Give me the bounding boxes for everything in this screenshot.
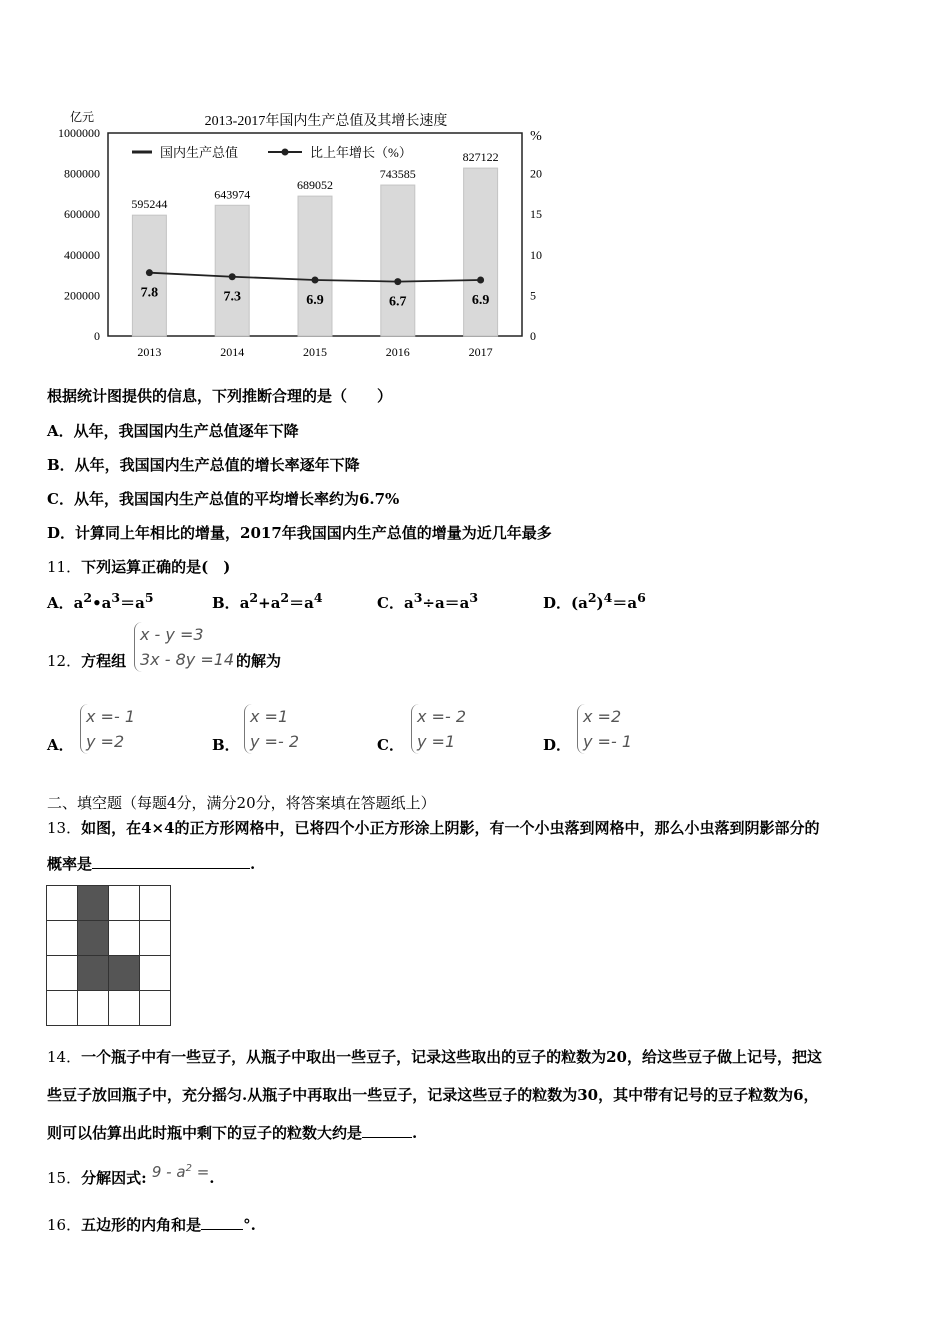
q15-line: 15．分解因式: $9 - a^2$ =. [47,1163,215,1187]
growth-value-label: 6.9 [471,292,490,308]
grid-cell [78,991,109,1026]
grid-cell-shaded [78,956,109,991]
q12-option-c-letter: C． [377,736,404,754]
q12-equation-system [134,622,234,672]
q12-option-c: x =- 2 y =1 [411,704,466,754]
y2-tick-label: 20 [530,166,542,181]
y-tick-label: 800000 [64,166,100,181]
y-tick-label: 600000 [64,207,100,222]
growth-value-label: 6.7 [389,294,407,310]
q14-line2: 些豆子放回瓶子中，充分摇匀.从瓶子中再取出一些豆子，记录这些豆子的粒数为30，其中带有记号的豆子粒数为6， [47,1086,819,1104]
q11-number: 11． [47,558,82,576]
q13-answer-blank[interactable] [92,854,250,869]
legend-growth-label: 比上年增长（%） [310,145,412,160]
growth-point [146,269,153,276]
q12-eq2: 3x - 8y =14 [140,650,235,669]
q14-line1: 14．一个瓶子中有一些豆子，从瓶子中取出一些豆子，记录这些取出的豆子的粒数为20，给这些豆子做上记号，把这 [47,1048,822,1066]
q12-option-a-letter: A． [47,736,74,754]
gdp-value-label: 743585 [379,167,416,182]
grid-cell-shaded [78,886,109,921]
q10-stem: 根据统计图提供的信息，下列推断合理的是（ ） [47,387,393,405]
section-2-heading: 二、填空题（每题4分，满分20分，将答案填在答题纸上） [47,794,436,812]
grid-cell [140,886,171,921]
growth-point [312,276,319,283]
gdp-bar-2015 [298,196,332,336]
q11-text: 下列运算正确的是( ) [81,558,231,576]
y-tick-label: 1000000 [58,126,100,140]
grid-cell-shaded [109,956,140,991]
gdp-value-label: 595244 [131,197,168,212]
grid-cell [140,991,171,1026]
q11-option-c: C．$a^3\div a=a^3$ [377,590,479,612]
q16-answer-blank[interactable] [201,1215,243,1230]
left-axis-unit: 亿元 [69,110,95,124]
x-tick-label: 2014 [220,345,245,359]
q12-number: 12． [47,652,82,670]
q10-option-b: B．从年，我国国内生产总值的增长率逐年下降 [47,456,360,474]
q11-option-b: B．$a^2+a^2=a^4$ [212,590,323,612]
growth-point [394,278,401,285]
q14-answer-blank[interactable] [362,1123,412,1138]
x-tick-label: 2015 [303,345,327,359]
x-tick-label: 2016 [385,345,410,359]
q13-line1: 13．如图，在4×4的正方形网格中，已将四个小正方形涂上阴影，有一个小虫落到网格中，那么小虫落到阴影部分的 [47,819,820,837]
growth-value-label: 6.9 [306,292,324,308]
q11-option-d: D．$(a^2)^4=a^6$ [543,590,646,612]
q14-line3: 则可以估算出此时瓶中剩下的豆子的粒数大约是 . [47,1124,418,1142]
q12-option-b: x =1 y =- 2 [244,704,299,754]
q12-suffix: 的解为 [236,652,282,670]
gdp-bar-2014 [215,205,249,336]
q12-option-d: x =2 y =- 1 [577,704,632,754]
q10-option-d: D．计算同上年相比的增量，2017年我国国内生产总值的增量为近几年最多 [47,524,552,542]
q15-expression: $9 - a^2$ = [151,1163,210,1181]
grid-cell [140,921,171,956]
q10-option-a: A．从年，我国国内生产总值逐年下降 [47,422,299,440]
q10-option-c: C．从年，我国国内生产总值的平均增长率约为6.7% [47,490,400,508]
grid-cell [109,991,140,1026]
x-tick-label: 2013 [137,345,162,359]
gdp-bar-2016 [381,185,415,336]
q12-prefix: 方程组 [81,652,127,670]
chart-legend [132,145,412,160]
q12-option-a: x =- 1 y =2 [80,704,135,754]
grid-cell-shaded [78,921,109,956]
y2-tick-label: 15 [530,207,542,222]
y-tick-label: 200000 [64,288,100,303]
q16-line: 16．五边形的内角和是 °. [47,1216,256,1234]
q12-label [47,650,126,671]
q13-line2: 概率是 . [47,855,256,873]
grid-cell [47,956,78,991]
gdp-value-label: 689052 [297,178,333,193]
growth-point [229,273,236,280]
chart-title: 2013-2017年国内生产总值及其增长速度 [204,114,448,129]
y2-tick-label: 0 [530,329,536,343]
grid-cell [109,886,140,921]
grid-cell [47,991,78,1026]
growth-value-label: 7.3 [223,289,241,305]
y2-tick-label: 10 [530,247,542,262]
y-tick-label: 0 [94,329,100,343]
grid-cell [140,956,171,991]
q12-eq1: x - y =3 [140,625,204,644]
grid-cell [109,921,140,956]
gdp-value-label: 643974 [214,187,251,202]
grid-cell [47,886,78,921]
growth-value-label: 7.8 [140,285,159,301]
q11-stem [47,556,230,577]
right-axis-unit: % [530,129,542,144]
y-tick-label: 400000 [64,247,100,262]
q12-option-d-letter: D． [543,736,572,754]
gdp-bar-2017 [464,168,498,336]
q13-grid-figure [46,885,171,1026]
legend-gdp-label: 国内生产总值 [160,145,239,160]
y2-tick-label: 5 [530,288,536,303]
x-tick-label: 2017 [468,345,493,359]
q11-option-a: A．$a^2•a^3=a^5$ [47,590,154,612]
growth-point [477,276,484,283]
q12-option-b-letter: B． [212,736,240,754]
gdp-value-label: 827122 [462,150,499,165]
gdp-chart [40,100,560,362]
grid-cell [47,921,78,956]
